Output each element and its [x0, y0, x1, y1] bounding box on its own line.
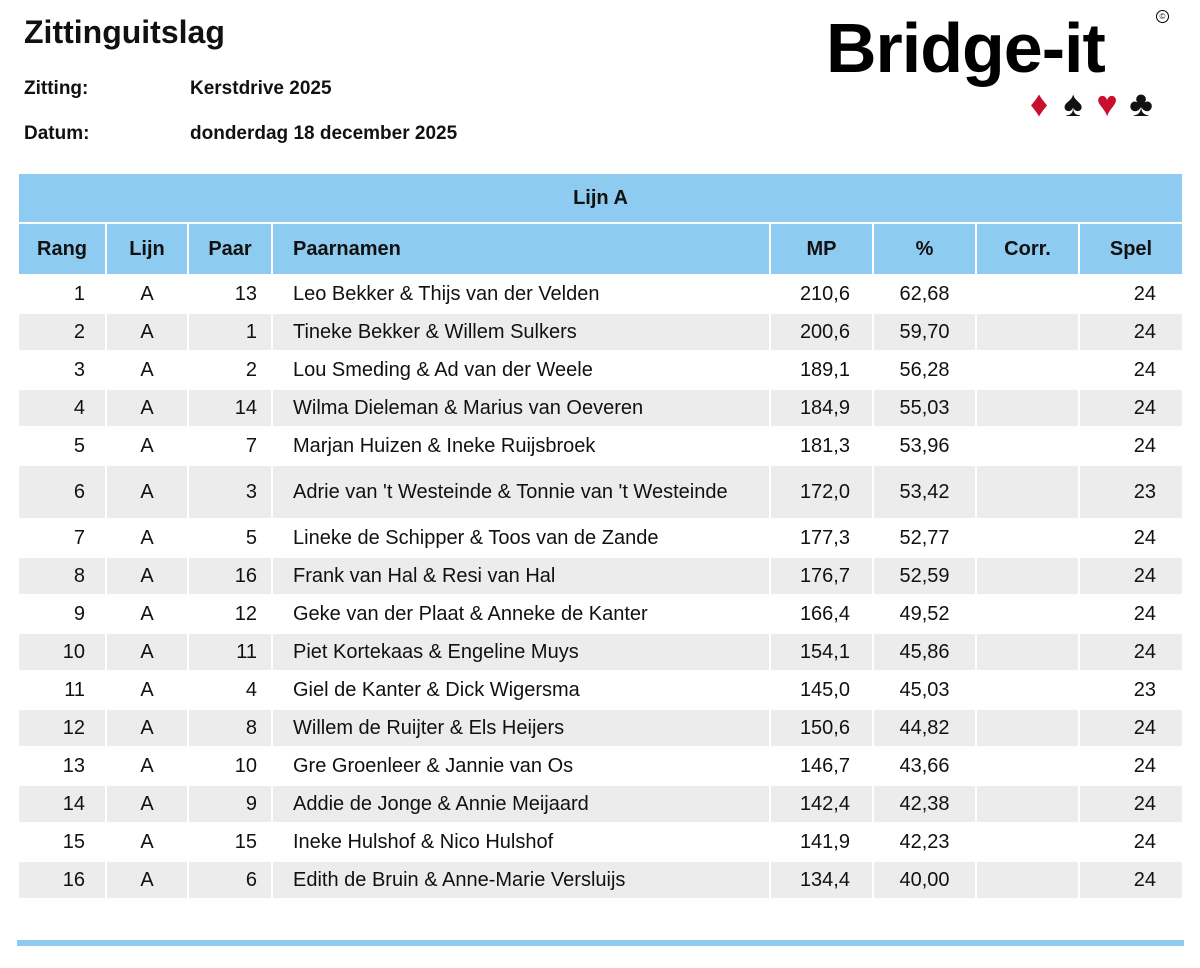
table-row: [19, 710, 1182, 746]
table-row: [19, 390, 1182, 426]
cell-lijn: A: [140, 282, 154, 305]
cell-paar: 10: [234, 754, 257, 777]
table-row: [19, 352, 1182, 388]
cell-corr: [977, 786, 1078, 822]
table-bottom-rule: [17, 940, 1184, 946]
cell-rang: 4: [19, 390, 105, 426]
logo-text: Bridge-it: [826, 9, 1105, 87]
logo-suits: [1022, 84, 1158, 124]
cell-paarnamen: Willem de Ruijter & Els Heijers: [273, 710, 769, 746]
column-header-spel: Spel: [1080, 224, 1182, 274]
cell-paarnamen: Adrie van 't Westeinde & Tonnie van 't Westeinde: [273, 466, 769, 518]
cell-lijn: A: [107, 710, 187, 746]
cell-paar: 12: [234, 602, 257, 625]
cell-percentage: 59,70: [874, 314, 975, 350]
cell-mp: 166,4: [799, 602, 850, 625]
column-header-lijn: Lijn: [107, 224, 187, 274]
cell-paar: 13: [234, 282, 257, 305]
cell-spel: 24: [1080, 862, 1182, 898]
heart-icon: ♥: [1096, 83, 1118, 124]
results-table: [17, 172, 1184, 900]
cell-paarnamen: Lineke de Schipper & Toos van de Zande: [293, 526, 659, 549]
cell-lijn: A: [107, 634, 187, 670]
cell-mp: 184,9: [771, 390, 872, 426]
cell-lijn: A: [140, 754, 154, 777]
cell-paar: 11: [189, 634, 271, 670]
column-header-percentage: %: [874, 224, 975, 274]
cell-spel: 24: [1133, 830, 1156, 853]
table-row: [19, 314, 1182, 350]
results-body: [19, 276, 1182, 898]
cell-spel: 24: [1080, 390, 1182, 426]
cell-rang: 10: [19, 634, 105, 670]
cell-lijn: A: [140, 678, 154, 701]
cell-percentage: 49,52: [899, 602, 950, 625]
table-row: [19, 558, 1182, 594]
cell-paar: 2: [245, 358, 257, 381]
cell-lijn: A: [107, 466, 187, 518]
spade-icon: ♠: [1063, 83, 1083, 124]
cell-mp: 210,6: [799, 282, 850, 305]
cell-spel: 24: [1080, 634, 1182, 670]
table-row: [19, 786, 1182, 822]
cell-paar: 4: [245, 678, 257, 701]
cell-mp: 200,6: [771, 314, 872, 350]
cell-percentage: 43,66: [899, 754, 950, 777]
cell-corr: [977, 634, 1078, 670]
cell-paarnamen: Frank van Hal & Resi van Hal: [273, 558, 769, 594]
cell-mp: 145,0: [799, 678, 850, 701]
cell-corr: [977, 352, 1078, 388]
cell-corr: [977, 710, 1078, 746]
cell-mp: 176,7: [771, 558, 872, 594]
cell-spel: 24: [1080, 558, 1182, 594]
cell-spel: 24: [1133, 434, 1156, 457]
cell-spel: 23: [1133, 678, 1156, 701]
cell-percentage: 44,82: [874, 710, 975, 746]
cell-corr: [977, 314, 1078, 350]
cell-corr: [977, 428, 1078, 464]
cell-percentage: 53,42: [874, 466, 975, 518]
cell-percentage: 52,59: [874, 558, 975, 594]
cell-spel: 24: [1133, 358, 1156, 381]
club-icon: ♣: [1129, 83, 1153, 124]
cell-paarnamen: Edith de Bruin & Anne-Marie Versluijs: [273, 862, 769, 898]
cell-lijn: A: [107, 862, 187, 898]
cell-paarnamen: Geke van der Plaat & Anneke de Kanter: [293, 602, 648, 625]
cell-paarnamen: Tineke Bekker & Willem Sulkers: [273, 314, 769, 350]
zitting-label: Zitting:: [24, 78, 89, 99]
cell-mp: 142,4: [771, 786, 872, 822]
cell-corr: [977, 748, 1078, 784]
cell-spel: 24: [1080, 786, 1182, 822]
cell-corr: [977, 558, 1078, 594]
cell-paarnamen: Lou Smeding & Ad van der Weele: [293, 358, 593, 381]
cell-paarnamen: Leo Bekker & Thijs van der Velden: [293, 282, 600, 305]
cell-corr: [977, 862, 1078, 898]
cell-paar: 5: [245, 526, 257, 549]
cell-percentage: 42,38: [874, 786, 975, 822]
cell-rang: 1: [73, 282, 85, 305]
cell-rang: 11: [64, 678, 85, 701]
table-row: [19, 748, 1182, 784]
cell-percentage: 45,03: [899, 678, 950, 701]
column-header-corr: Corr.: [977, 224, 1078, 274]
cell-spel: 24: [1133, 602, 1156, 625]
cell-rang: 6: [19, 466, 105, 518]
cell-spel: 24: [1080, 710, 1182, 746]
cell-paar: 1: [189, 314, 271, 350]
column-header-rang: Rang: [19, 224, 105, 274]
cell-percentage: 56,28: [899, 358, 950, 381]
cell-spel: 24: [1133, 526, 1156, 549]
cell-mp: 150,6: [771, 710, 872, 746]
cell-rang: 3: [73, 358, 85, 381]
cell-corr: [977, 390, 1078, 426]
cell-rang: 12: [19, 710, 105, 746]
cell-paar: 7: [245, 434, 257, 457]
cell-paarnamen: Addie de Jonge & Annie Meijaard: [273, 786, 769, 822]
cell-rang: 9: [73, 602, 85, 625]
cell-lijn: A: [140, 830, 154, 853]
cell-percentage: 62,68: [899, 282, 950, 305]
meta-datum: [24, 123, 457, 145]
cell-lijn: A: [140, 358, 154, 381]
cell-lijn: A: [107, 314, 187, 350]
table-row: [19, 672, 1182, 708]
cell-paarnamen: Giel de Kanter & Dick Wigersma: [293, 678, 580, 701]
table-row: [19, 466, 1182, 518]
cell-paar: 16: [189, 558, 271, 594]
datum-label: Datum:: [24, 123, 90, 144]
table-row: [19, 634, 1182, 670]
cell-spel: 24: [1133, 754, 1156, 777]
cell-paarnamen: Piet Kortekaas & Engeline Muys: [273, 634, 769, 670]
section-title: Lijn A: [19, 174, 1182, 222]
cell-mp: 134,4: [771, 862, 872, 898]
cell-rang: 13: [62, 754, 85, 777]
cell-percentage: 42,23: [899, 830, 950, 853]
cell-spel: 24: [1133, 282, 1156, 305]
cell-mp: 189,1: [799, 358, 850, 381]
cell-percentage: 53,96: [899, 434, 950, 457]
cell-mp: 172,0: [771, 466, 872, 518]
cell-corr: [977, 276, 1078, 312]
cell-percentage: 55,03: [874, 390, 975, 426]
zitting-value: Kerstdrive 2025: [190, 78, 332, 99]
table-row: [19, 520, 1182, 556]
cell-rang: 15: [62, 830, 85, 853]
cell-rang: 7: [73, 526, 85, 549]
table-row: [19, 428, 1182, 464]
cell-rang: 2: [19, 314, 105, 350]
datum-value: donderdag 18 december 2025: [190, 123, 458, 144]
cell-lijn: A: [140, 434, 154, 457]
cell-mp: 154,1: [771, 634, 872, 670]
cell-mp: 141,9: [799, 830, 850, 853]
cell-mp: 177,3: [799, 526, 850, 549]
page-title: Zittinguitslag: [24, 14, 225, 50]
bridge-it-logo: [826, 8, 1176, 126]
cell-paar: 9: [189, 786, 271, 822]
table-row: [19, 276, 1182, 312]
cell-mp: 146,7: [799, 754, 850, 777]
cell-spel: 24: [1080, 314, 1182, 350]
cell-lijn: A: [140, 526, 154, 549]
cell-paar: 6: [189, 862, 271, 898]
table-row: [19, 824, 1182, 860]
meta-zitting: [24, 78, 332, 100]
cell-paarnamen: Wilma Dieleman & Marius van Oeveren: [273, 390, 769, 426]
cell-spel: 23: [1080, 466, 1182, 518]
column-header-mp: MP: [771, 224, 872, 274]
cell-percentage: 52,77: [899, 526, 950, 549]
table-row: [19, 862, 1182, 898]
cell-paar: 3: [189, 466, 271, 518]
cell-corr: [977, 824, 1078, 860]
cell-percentage: 40,00: [874, 862, 975, 898]
cell-lijn: A: [140, 602, 154, 625]
column-header-paar: Paar: [189, 224, 271, 274]
cell-lijn: A: [107, 390, 187, 426]
cell-paarnamen: Marjan Huizen & Ineke Ruijsbroek: [293, 434, 596, 457]
cell-percentage: 45,86: [874, 634, 975, 670]
cell-paar: 14: [189, 390, 271, 426]
cell-corr: [977, 520, 1078, 556]
cell-paarnamen: Gre Groenleer & Jannie van Os: [293, 754, 574, 777]
table-row: [19, 596, 1182, 632]
cell-rang: 8: [19, 558, 105, 594]
cell-corr: [977, 672, 1078, 708]
cell-corr: [977, 466, 1078, 518]
cell-rang: 14: [19, 786, 105, 822]
cell-paarnamen: Ineke Hulshof & Nico Hulshof: [293, 830, 554, 853]
cell-paar: 8: [189, 710, 271, 746]
column-header-paarnamen: Paarnamen: [273, 224, 769, 274]
cell-rang: 5: [73, 434, 85, 457]
diamond-icon: ♦: [1029, 83, 1049, 124]
cell-mp: 181,3: [799, 434, 850, 457]
cell-corr: [977, 596, 1078, 632]
cell-lijn: A: [107, 786, 187, 822]
cell-rang: 16: [19, 862, 105, 898]
cell-paar: 15: [234, 830, 257, 853]
cell-lijn: A: [107, 558, 187, 594]
logo-copyright-mark: ©: [1156, 10, 1169, 23]
